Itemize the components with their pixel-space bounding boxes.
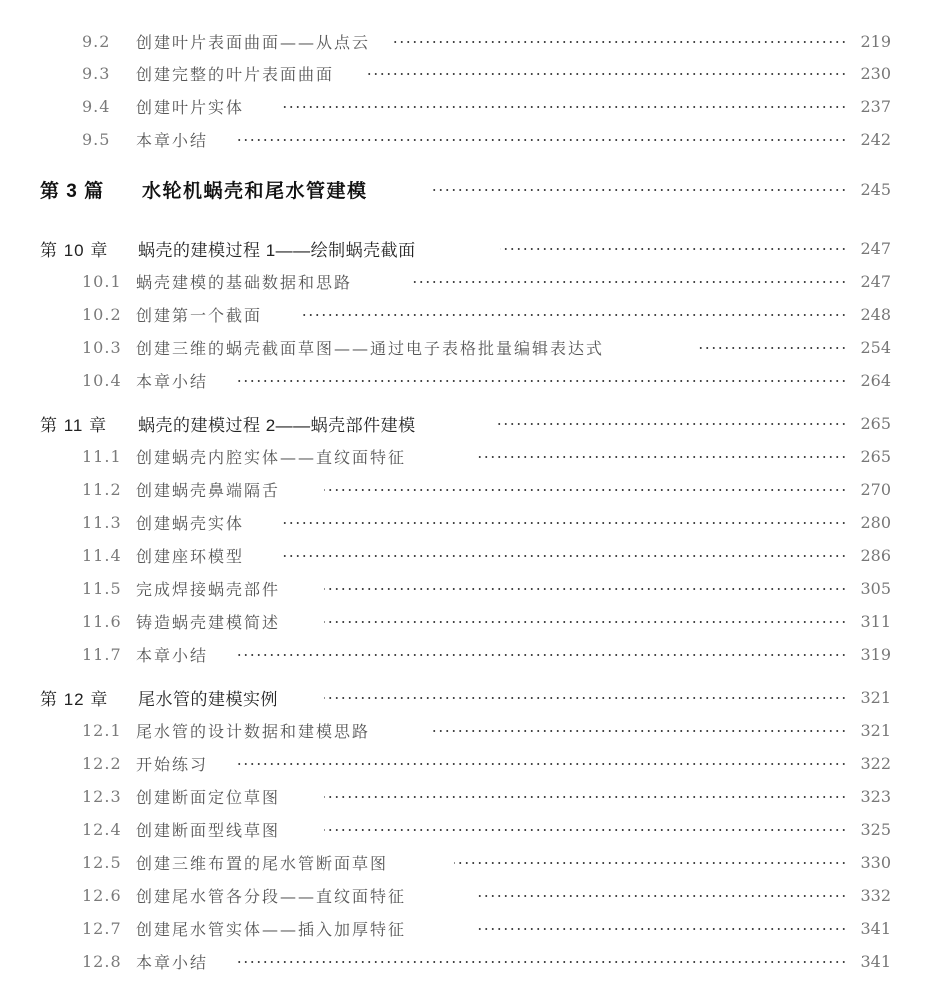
entry-title: 蜗壳的建模过程 1——绘制蜗壳截面 (138, 240, 416, 260)
entry-number: 11.2 (82, 479, 122, 499)
entry-title: 蜗壳建模的基础数据和思路 (136, 272, 353, 292)
page-number: 248 (860, 304, 891, 324)
entry-number: 11.5 (82, 578, 122, 598)
toc-section-entry[interactable] (0, 606, 929, 636)
page-number: 245 (860, 179, 891, 199)
page-number: 323 (860, 786, 891, 806)
toc-section-entry[interactable] (0, 540, 929, 570)
dot-leader (324, 621, 847, 623)
toc-section-entry[interactable] (0, 299, 929, 329)
page-number: 341 (860, 951, 891, 971)
entry-title: 创建三维布置的尾水管断面草图 (136, 853, 389, 873)
entry-number: 9.4 (82, 96, 111, 116)
dot-leader (282, 106, 847, 108)
entry-number: 12.4 (82, 819, 122, 839)
dot-leader (238, 654, 847, 656)
dot-leader (390, 41, 847, 43)
page-number: 305 (860, 578, 891, 598)
page-number: 319 (860, 644, 891, 664)
entry-number: 11.4 (82, 545, 122, 565)
dot-leader (282, 555, 847, 557)
entry-title: 创建座环模型 (136, 546, 245, 566)
entry-number: 第 3 篇 (40, 180, 105, 202)
entry-number: 10.3 (82, 337, 122, 357)
entry-title: 本章小结 (136, 130, 209, 150)
entry-number: 9.2 (82, 31, 111, 51)
entry-number: 第 12 章 (40, 689, 109, 709)
entry-number: 11.3 (82, 512, 122, 532)
toc-chapter-entry[interactable] (0, 408, 929, 438)
entry-number: 12.3 (82, 786, 122, 806)
page-number: 230 (860, 63, 891, 83)
toc-section-entry[interactable] (0, 781, 929, 811)
page-number: 332 (860, 885, 891, 905)
entry-number: 11.7 (82, 644, 122, 664)
entry-title: 尾水管的设计数据和建模思路 (136, 721, 371, 741)
entry-number: 12.2 (82, 753, 122, 773)
dot-leader (236, 380, 847, 382)
dot-leader (324, 697, 847, 699)
dot-leader (478, 456, 847, 458)
dot-leader (478, 895, 847, 897)
toc-section-entry[interactable] (0, 58, 929, 88)
dot-leader (412, 281, 847, 283)
page-number: 219 (860, 31, 891, 51)
page-number: 280 (860, 512, 891, 532)
entry-number: 12.7 (82, 918, 122, 938)
entry-title: 本章小结 (136, 371, 209, 391)
entry-title: 创建尾水管各分段——直纹面特征 (136, 886, 407, 906)
toc-section-entry[interactable] (0, 748, 929, 778)
entry-number: 10.1 (82, 271, 122, 291)
page-number: 311 (860, 611, 891, 631)
entry-title: 创建叶片表面曲面——从点云 (136, 32, 371, 52)
dot-leader (324, 489, 847, 491)
entry-number: 9.5 (82, 129, 111, 149)
page-number: 254 (860, 337, 891, 357)
entry-title: 创建断面型线草图 (136, 820, 281, 840)
dot-leader (324, 588, 847, 590)
page-number: 286 (860, 545, 891, 565)
page-number: 237 (860, 96, 891, 116)
entry-number: 10.2 (82, 304, 122, 324)
entry-title: 蜗壳的建模过程 2——蜗壳部件建模 (138, 415, 416, 435)
entry-number: 12.6 (82, 885, 122, 905)
toc-section-entry[interactable] (0, 847, 929, 877)
entry-title: 创建叶片实体 (136, 97, 245, 117)
toc-section-entry[interactable] (0, 91, 929, 121)
entry-number: 12.5 (82, 852, 122, 872)
toc-section-entry[interactable] (0, 124, 929, 154)
entry-title: 尾水管的建模实例 (138, 689, 278, 709)
dot-leader (500, 248, 847, 250)
entry-title: 完成焊接蜗壳部件 (136, 579, 281, 599)
toc-part-entry[interactable] (0, 174, 929, 204)
entry-title: 创建尾水管实体——插入加厚特征 (136, 919, 407, 939)
entry-title: 开始练习 (136, 754, 209, 774)
page-number: 247 (860, 238, 891, 258)
dot-leader (238, 763, 847, 765)
page-number: 321 (860, 720, 891, 740)
entry-title: 水轮机蜗壳和尾水管建模 (142, 180, 368, 202)
toc-section-entry[interactable] (0, 266, 929, 296)
entry-title: 创建蜗壳实体 (136, 513, 245, 533)
entry-title: 本章小结 (136, 952, 209, 972)
entry-title: 创建蜗壳鼻端隔舌 (136, 480, 281, 500)
toc-section-entry[interactable] (0, 814, 929, 844)
entry-title: 创建断面定位草图 (136, 787, 281, 807)
entry-number: 12.8 (82, 951, 122, 971)
page-number: 264 (860, 370, 891, 390)
page-number: 322 (860, 753, 891, 773)
dot-leader (366, 73, 847, 75)
toc-section-entry[interactable] (0, 639, 929, 669)
toc-chapter-entry[interactable] (0, 233, 929, 263)
page-number: 325 (860, 819, 891, 839)
page-number: 270 (860, 479, 891, 499)
entry-title: 创建蜗壳内腔实体——直纹面特征 (136, 447, 407, 467)
dot-leader (698, 347, 847, 349)
dot-leader (478, 928, 847, 930)
dot-leader (324, 796, 847, 798)
entry-title: 创建三维的蜗壳截面草图——通过电子表格批量编辑表达式 (136, 338, 605, 358)
toc-section-entry[interactable] (0, 573, 929, 603)
toc-section-entry[interactable] (0, 715, 929, 745)
entry-number: 11.1 (82, 446, 122, 466)
toc-section-entry[interactable] (0, 365, 929, 395)
toc-section-entry[interactable] (0, 441, 929, 471)
dot-leader (498, 423, 847, 425)
entry-number: 9.3 (82, 63, 111, 83)
page-number: 341 (860, 918, 891, 938)
dot-leader (238, 961, 847, 963)
dot-leader (324, 829, 847, 831)
dot-leader (454, 862, 847, 864)
entry-number: 第 10 章 (40, 240, 109, 260)
page-number: 265 (860, 413, 891, 433)
dot-leader (432, 730, 847, 732)
dot-leader (300, 314, 847, 316)
entry-number: 10.4 (82, 370, 122, 390)
page-number: 265 (860, 446, 891, 466)
toc-chapter-entry[interactable] (0, 682, 929, 712)
toc-section-entry[interactable] (0, 474, 929, 504)
page-number: 330 (860, 852, 891, 872)
dot-leader (432, 189, 847, 191)
entry-title: 创建第一个截面 (136, 305, 263, 325)
entry-title: 本章小结 (136, 645, 209, 665)
toc-section-entry[interactable] (0, 507, 929, 537)
dot-leader (238, 139, 847, 141)
toc-section-entry[interactable] (0, 880, 929, 910)
dot-leader (282, 522, 847, 524)
toc-section-entry[interactable] (0, 913, 929, 943)
toc-section-entry[interactable] (0, 26, 929, 56)
toc-section-entry[interactable] (0, 332, 929, 362)
entry-title: 创建完整的叶片表面曲面 (136, 64, 335, 84)
entry-number: 11.6 (82, 611, 122, 631)
page-number: 321 (860, 687, 891, 707)
entry-number: 12.1 (82, 720, 122, 740)
entry-number: 第 11 章 (40, 415, 108, 435)
entry-title: 铸造蜗壳建模简述 (136, 612, 281, 632)
page-number: 247 (860, 271, 891, 291)
page-number: 242 (860, 129, 891, 149)
toc-section-entry[interactable] (0, 946, 929, 976)
